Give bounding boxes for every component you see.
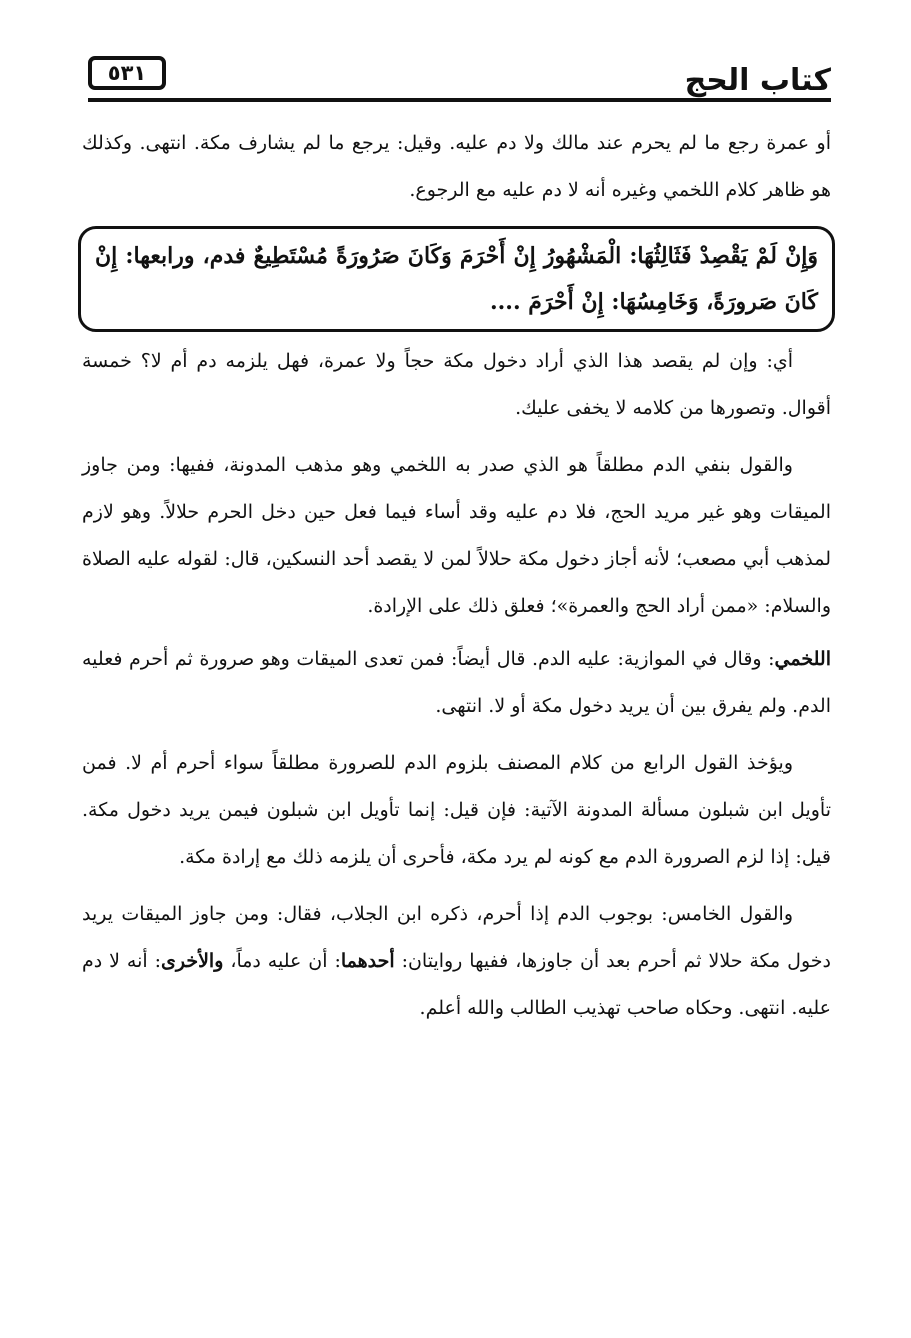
header-divider xyxy=(88,98,831,102)
page-number: ٥٣١ xyxy=(88,56,166,90)
paragraph-6-label-b: والأخرى xyxy=(161,950,224,972)
paragraph-5: ويؤخذ القول الرابع من كلام المصنف بلزوم الدم للصرورة مطلقاً سواء أحرم أم لا. فمن تأويل ابن شبلون مسألة المدونة الآتية: فإن قيل: إنما تأويل ابن شبلون فيمن يريد دخول مكة. قيل: إذا لزم الصرورة الدم مع كونه لم يرد مكة، فأحرى أن يلزمه ذلك مع إرادة مكة. xyxy=(82,752,831,868)
matn-quote-box xyxy=(78,226,835,332)
paragraph-4-text: : وقال في الموازية: عليه الدم. قال أيضاً: فمن تعدى الميقات وهو صرورة ثم أحرم فعليه الدم. ولم يفرق بين أن يريد دخول مكة أو لا. انتهى. xyxy=(82,648,831,717)
matn-text: وَإِنْ لَمْ يَقْصِدْ فَثَالِثُهَا: الْمَشْهُورُ إِنْ أَحْرَمَ وَكَانَ صَرُورَةً مُسْتَطِيعٌ فدم، ورابعها: إِنْ كَانَ صَرورَةً، وَخَامِسُهَا: إِنْ أَحْرَمَ .... xyxy=(95,243,818,315)
paragraph-3: والقول بنفي الدم مطلقاً هو الذي صدر به اللخمي وهو مذهب المدونة، ففيها: ومن جاوز الميقات وهو غير مريد الحج، فلا دم عليه وقد أساء فيما فعل حين دخل الحرم حلالاً. وهو لازم لمذهب أبي مصعب؛ لأنه أجاز دخول مكة حلالاً لمن لا يقصد أحد النسكين، قال: لقوله عليه الصلاة والسلام: «ممن أراد الحج والعمرة»؛ فعلق ذلك على الإرادة. xyxy=(82,454,831,617)
paragraph-6 xyxy=(82,891,831,1032)
paragraph-6-label-a: أحدهما xyxy=(340,950,395,972)
paragraph-4-label: اللخمي xyxy=(774,648,831,670)
paragraph-6-text-b: : أن عليه دماً، xyxy=(223,950,341,972)
page-body xyxy=(82,120,831,1032)
paragraph-6-text-a: والقول الخامس: بوجوب الدم إذا أحرم، ذكره ابن الجلاب، فقال: ومن جاوز الميقات يريد دخول مكة حلالا ثم أحرم بعد أن جاوزها، ففيها روايتان: xyxy=(82,903,831,972)
paragraph-1: أو عمرة رجع ما لم يحرم عند مالك ولا دم عليه. وقيل: يرجع ما لم يشارف مكة. انتهى. وكذلك هو ظاهر كلام اللخمي وغيره أنه لا دم عليه مع الرجوع. xyxy=(82,132,831,201)
paragraph-6-text-c: : أنه لا دم عليه. انتهى. وحكاه صاحب تهذيب الطالب والله أعلم. xyxy=(82,950,831,1019)
page-header xyxy=(88,56,831,102)
chapter-title: كتاب الحج xyxy=(684,63,831,98)
paragraph-2: أي: وإن لم يقصد هذا الذي أراد دخول مكة حجاً ولا عمرة، فهل يلزمه دم أم لا؟ خمسة أقوال. وتصورها من كلامه لا يخفى عليك. xyxy=(82,350,831,419)
paragraph-4 xyxy=(82,636,831,730)
